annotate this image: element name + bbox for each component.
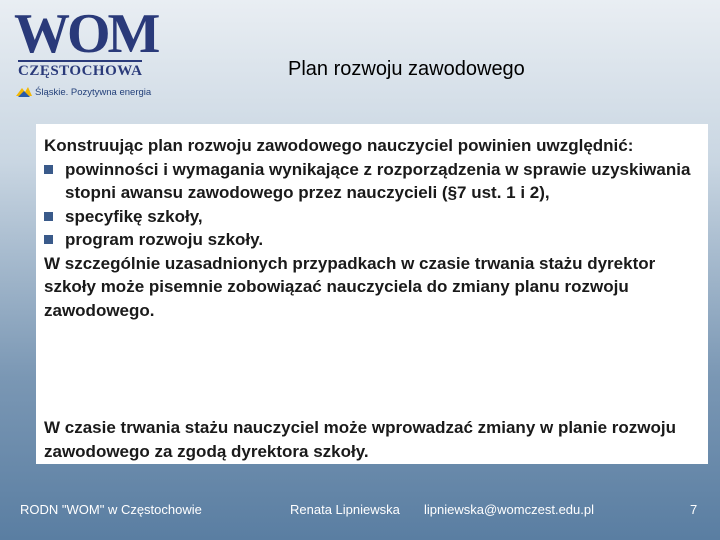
wom-logo	[12, 3, 172, 100]
square-bullet-icon	[44, 235, 53, 244]
bullet-text: program rozwoju szkoły.	[65, 230, 264, 249]
changes-text: W czasie trwania stażu nauczyciel może wprowadzać zmiany w planie rozwoju zawodowego za zgodą dyrektora szkoły.	[44, 418, 677, 461]
slaskie-logo-icon	[16, 86, 32, 98]
footer-email: lipniewska@womczest.edu.pl	[424, 502, 594, 517]
logo-slogan-text: Śląskie. Pozytywna energia	[35, 86, 152, 98]
intro-text: Konstruując plan rozwoju zawodowego nauczyciel powinien uwzględnić:	[44, 136, 634, 155]
footer-org: RODN "WOM" w Częstochowie	[20, 502, 202, 517]
logo-slogan	[16, 86, 151, 98]
footer-author: Renata Lipniewska	[290, 502, 400, 517]
bullet-item	[44, 205, 708, 229]
bullet-text: powinności i wymagania wynikające z rozporządzenia w sprawie uzyskiwania stopni awansu zawodowego przez nauczycieli (§7 ust. 1 i 2),	[65, 159, 691, 202]
logo-wom-text: WOM	[14, 3, 158, 65]
page-number: 7	[690, 502, 698, 517]
square-bullet-icon	[44, 212, 53, 221]
logo-city-text: CZĘSTOCHOWA	[18, 60, 142, 80]
special-cases-text: W szczególnie uzasadnionych przypadkach w czasie trwania stażu dyrektor szkoły może pisemnie zobowiązać nauczyciela do zmiany planu rozwoju zawodowego.	[44, 253, 656, 320]
bullet-item	[44, 158, 708, 205]
bullet-item	[44, 228, 708, 252]
main-text-block	[44, 134, 708, 322]
square-bullet-icon	[44, 165, 53, 174]
slide-title: Plan rozwoju zawodowego	[288, 58, 525, 80]
bullet-text: specyfikę szkoły,	[65, 206, 203, 226]
content-box	[36, 124, 708, 464]
